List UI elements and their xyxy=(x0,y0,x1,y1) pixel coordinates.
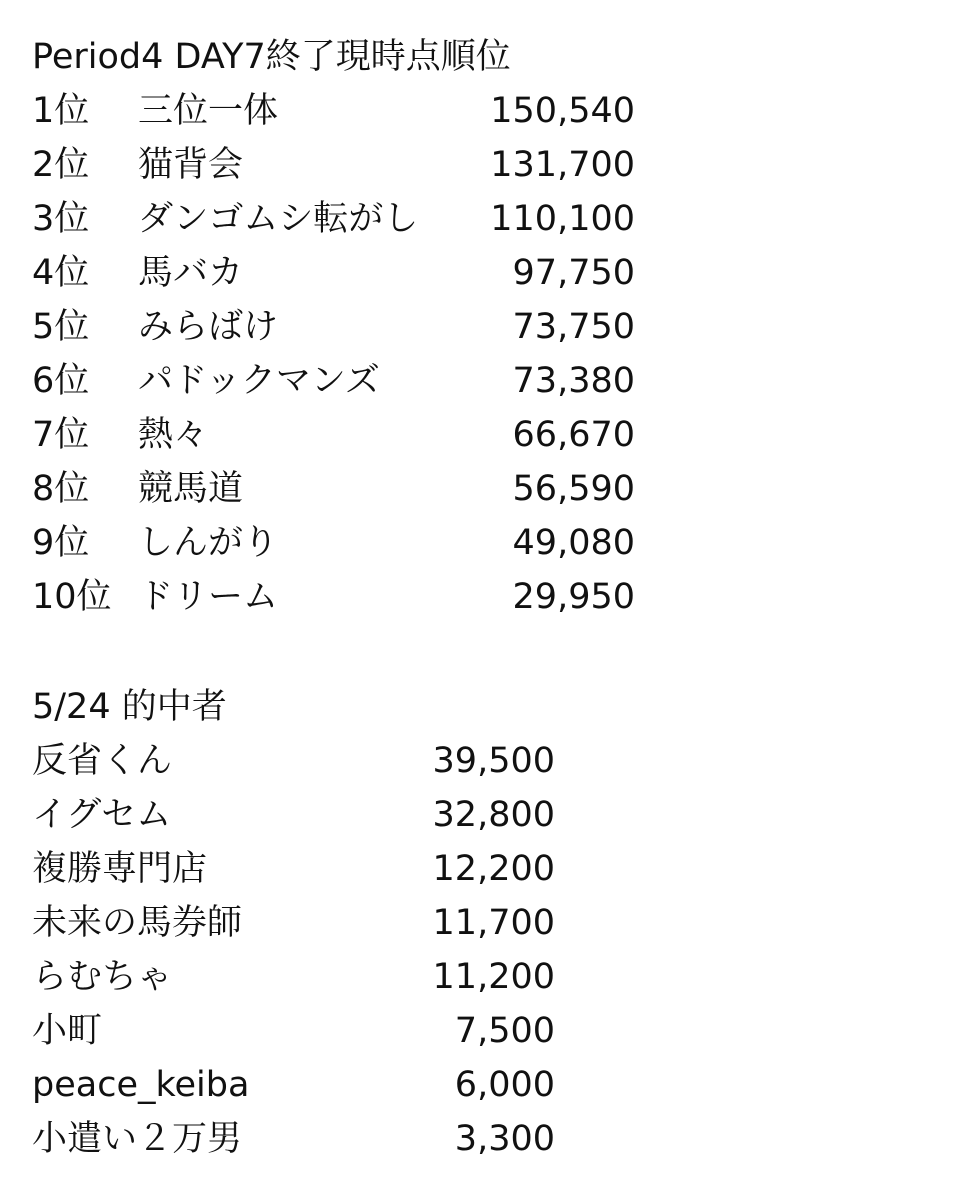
team-score: 73,750 xyxy=(512,307,635,347)
rank-label: 10位 xyxy=(32,577,112,617)
team-name: ドリーム xyxy=(138,577,279,617)
team-name: 競馬道 xyxy=(138,469,244,509)
team-score: 97,750 xyxy=(512,253,635,293)
ranking-row xyxy=(0,300,957,354)
hit-row xyxy=(0,1112,957,1166)
hit-name: らむちゃ xyxy=(32,957,173,997)
rank-label: 4位 xyxy=(32,253,90,293)
hit-amount: 11,200 xyxy=(432,957,555,997)
team-name: ダンゴムシ転がし xyxy=(138,199,419,239)
rank-label: 6位 xyxy=(32,361,90,401)
hits-title: 5/24 的中者 xyxy=(32,687,227,727)
team-score: 73,380 xyxy=(512,361,635,401)
hit-amount: 12,200 xyxy=(432,849,555,889)
hit-name: 未来の馬券師 xyxy=(32,903,243,943)
team-name: 三位一体 xyxy=(138,91,279,131)
team-name: しんがり xyxy=(138,523,279,563)
rank-label: 8位 xyxy=(32,469,90,509)
hit-amount: 6,000 xyxy=(454,1065,555,1105)
team-score: 131,700 xyxy=(490,145,635,185)
ranking-row xyxy=(0,192,957,246)
hit-row xyxy=(0,842,957,896)
hit-row xyxy=(0,734,957,788)
rank-label: 1位 xyxy=(32,91,90,131)
ranking-row xyxy=(0,138,957,192)
hit-name: 複勝専門店 xyxy=(32,849,208,889)
team-score: 29,950 xyxy=(512,577,635,617)
hit-name: 小町 xyxy=(32,1011,103,1051)
team-score: 66,670 xyxy=(512,415,635,455)
team-name: みらばけ xyxy=(138,307,279,347)
ranking-row xyxy=(0,354,957,408)
hits-title-line xyxy=(0,680,957,734)
hit-amount: 7,500 xyxy=(454,1011,555,1051)
rank-label: 9位 xyxy=(32,523,90,563)
rank-label: 7位 xyxy=(32,415,90,455)
hit-amount: 32,800 xyxy=(432,795,555,835)
rank-label: 3位 xyxy=(32,199,90,239)
hit-amount: 3,300 xyxy=(454,1119,555,1159)
ranking-row xyxy=(0,408,957,462)
hit-row xyxy=(0,1058,957,1112)
ranking-title-line xyxy=(0,30,957,84)
hit-amount: 11,700 xyxy=(432,903,555,943)
team-score: 56,590 xyxy=(512,469,635,509)
team-name: パドックマンズ xyxy=(138,361,380,401)
ranking-row xyxy=(0,246,957,300)
hit-row xyxy=(0,896,957,950)
team-score: 110,100 xyxy=(490,199,635,239)
team-score: 150,540 xyxy=(490,91,635,131)
ranking-row xyxy=(0,84,957,138)
hit-name: 反省くん xyxy=(32,741,173,781)
hit-row xyxy=(0,788,957,842)
team-name: 猫背会 xyxy=(138,145,244,185)
hit-name: イグセム xyxy=(32,795,172,835)
team-score: 49,080 xyxy=(512,523,635,563)
ranking-row xyxy=(0,462,957,516)
hit-name: peace_keiba xyxy=(32,1065,250,1105)
team-name: 馬バカ xyxy=(138,253,244,293)
rank-label: 2位 xyxy=(32,145,90,185)
ranking-row xyxy=(0,570,957,624)
hit-amount: 39,500 xyxy=(432,741,555,781)
ranking-row xyxy=(0,516,957,570)
hit-row xyxy=(0,1004,957,1058)
ranking-title: Period4 DAY7終了現時点順位 xyxy=(32,37,511,77)
rank-label: 5位 xyxy=(32,307,90,347)
hit-row xyxy=(0,950,957,1004)
team-name: 熱々 xyxy=(138,415,209,455)
hit-name: 小遣い２万男 xyxy=(32,1119,243,1159)
